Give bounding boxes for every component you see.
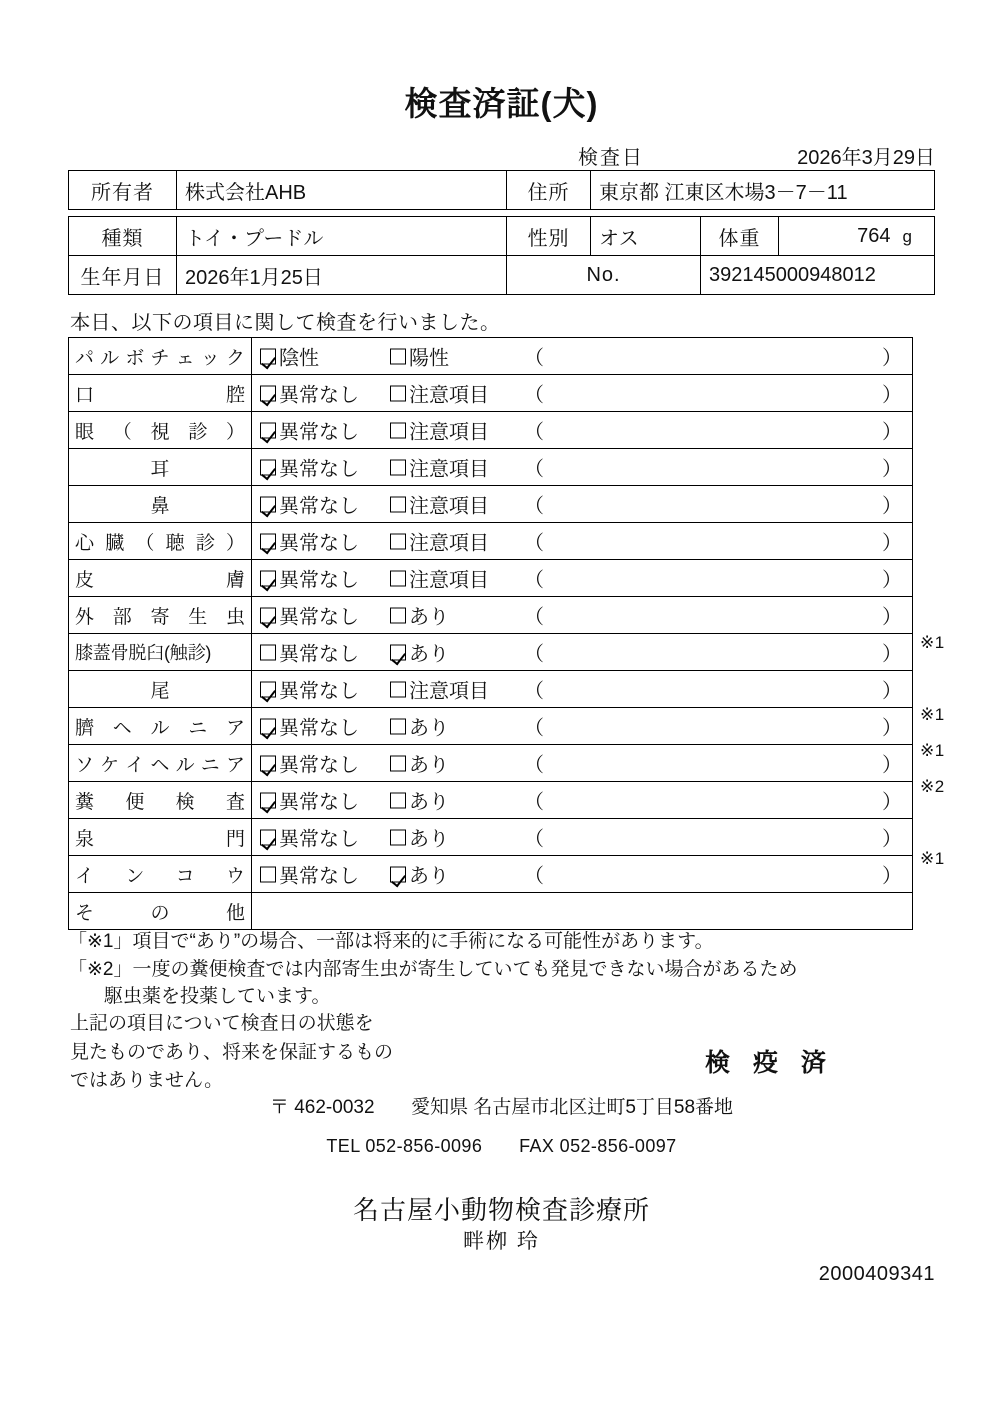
item-name-cell: [69, 745, 252, 782]
option-b-label: 注意項目: [409, 495, 489, 518]
item-name-cell: [69, 449, 252, 486]
birthdate-label: 生年月日: [69, 256, 177, 295]
weight-unit: g: [902, 226, 912, 246]
option-b-label: 注意項目: [409, 458, 489, 481]
option-a[interactable]: [260, 342, 319, 371]
remark-paren-close: ）: [882, 421, 902, 444]
animal-info-table: [68, 216, 935, 295]
checkbox-icon[interactable]: [390, 792, 406, 808]
owner-label: 所有者: [69, 171, 177, 210]
option-a-label: 異常なし: [279, 680, 359, 703]
item-name-cell: [69, 708, 252, 745]
disclaimer-line-2: 見たものであり、将来を保証するもの: [70, 1041, 394, 1063]
item-name-cell: [69, 486, 252, 523]
checkbox-icon[interactable]: [390, 496, 406, 512]
inspection-date-label: 検査日: [578, 147, 644, 169]
item-name-cell: [69, 671, 252, 708]
item-label: 眼 （ 視 診 ）: [75, 421, 245, 443]
option-b-label: 注意項目: [409, 569, 489, 592]
inspection-item-row: [69, 634, 913, 671]
note-marker: [920, 445, 980, 481]
item-options-cell: [252, 523, 913, 560]
option-b[interactable]: [390, 453, 489, 482]
clinic-name: 名古屋小動物検査診療所: [352, 1195, 650, 1225]
note-marker: ※1: [920, 633, 945, 652]
checkbox-icon[interactable]: [390, 570, 406, 586]
checkbox-icon[interactable]: [390, 607, 406, 623]
item-label: 鼻: [150, 495, 170, 517]
remark-paren-open: （: [524, 495, 544, 518]
item-options-cell: [252, 375, 913, 412]
other-value-cell[interactable]: [252, 893, 913, 930]
remark-paren-close: ）: [882, 828, 902, 851]
option-b[interactable]: [390, 675, 489, 704]
item-name-cell: [69, 634, 252, 671]
option-b-label: 陽性: [409, 347, 449, 370]
inspection-items-table: [68, 337, 913, 930]
remark-paren-close: ）: [882, 384, 902, 407]
option-a[interactable]: [260, 675, 359, 704]
other-label-cell: [69, 893, 252, 930]
item-options-cell: [252, 449, 913, 486]
note-marker: ※1: [920, 849, 945, 868]
option-a-label: 異常なし: [279, 754, 359, 777]
item-options-cell: [252, 745, 913, 782]
option-b[interactable]: [390, 379, 489, 408]
breed-value: トイ・プードル: [177, 217, 507, 256]
checkbox-icon[interactable]: [260, 422, 276, 438]
item-label: 尾: [150, 680, 170, 702]
inspection-item-row: [69, 412, 913, 449]
breed-label: 種類: [69, 217, 177, 256]
checkbox-icon[interactable]: [260, 570, 276, 586]
inspection-item-row: [69, 782, 913, 819]
checkbox-icon[interactable]: [260, 459, 276, 475]
remark-paren-open: （: [524, 643, 544, 666]
item-label: 口 腔: [75, 384, 245, 406]
item-name-cell: [69, 560, 252, 597]
option-b-label: あり: [409, 828, 449, 851]
item-label: 膝蓋骨脱臼(触診): [75, 643, 212, 663]
note-marker: [920, 481, 980, 517]
item-options-cell: [252, 597, 913, 634]
option-b-label: あり: [409, 865, 449, 888]
item-label: 心 臓 （ 聴 診 ）: [75, 532, 245, 554]
checkbox-icon[interactable]: [390, 459, 406, 475]
remark-paren-open: （: [524, 532, 544, 555]
note-marker: [920, 661, 980, 697]
option-a-label: 異常なし: [279, 421, 359, 444]
clinic-address-line: [0, 1092, 1003, 1119]
remark-paren-close: ）: [882, 532, 902, 555]
remark-paren-open: （: [524, 347, 544, 370]
option-b[interactable]: [390, 601, 449, 630]
note-marker: [920, 373, 980, 409]
option-b[interactable]: [390, 638, 449, 667]
address-label: 住所: [507, 171, 591, 210]
item-options-cell: [252, 634, 913, 671]
inspection-item-row: [69, 375, 913, 412]
checkbox-icon[interactable]: [390, 755, 406, 771]
option-b[interactable]: [390, 527, 489, 556]
footnotes: [68, 928, 948, 1011]
clinic-contact-line: [0, 1136, 1003, 1157]
remark-paren-close: ）: [882, 717, 902, 740]
option-a-label: 異常なし: [279, 643, 359, 666]
checkbox-icon[interactable]: [260, 607, 276, 623]
owner-row: [69, 171, 935, 210]
option-a[interactable]: [260, 527, 359, 556]
item-options-cell: [252, 412, 913, 449]
remark-paren-open: （: [524, 717, 544, 740]
remark-paren-open: （: [524, 791, 544, 814]
clinic-tel: TEL 052-856-0096: [326, 1136, 483, 1156]
serial-number: 2000409341: [818, 1263, 935, 1285]
option-b[interactable]: [390, 823, 449, 852]
item-options-cell: [252, 486, 913, 523]
disclaimer-text: [70, 1010, 490, 1096]
remark-paren-open: （: [524, 680, 544, 703]
item-options-cell: [252, 708, 913, 745]
checkbox-icon[interactable]: [260, 348, 276, 364]
option-b[interactable]: [390, 860, 449, 889]
checkbox-icon[interactable]: [260, 385, 276, 401]
item-name-cell: [69, 782, 252, 819]
item-name-cell: [69, 412, 252, 449]
remark-paren-close: ）: [882, 458, 902, 481]
sex-value: オス: [591, 217, 701, 256]
inspection-item-row: [69, 449, 913, 486]
option-b-label: あり: [409, 791, 449, 814]
item-options-cell: [252, 782, 913, 819]
remark-paren-open: （: [524, 828, 544, 851]
option-b[interactable]: [390, 786, 449, 815]
birth-no-row: [69, 256, 935, 295]
checkbox-icon[interactable]: [260, 644, 276, 660]
item-label: 糞 便 検 査: [75, 791, 245, 813]
option-b-label: あり: [409, 606, 449, 629]
option-a-label: 異常なし: [279, 791, 359, 814]
note-marker: [920, 337, 980, 373]
clinic-signer-name: 畔栁 玲: [463, 1230, 540, 1253]
item-label: 泉 門: [75, 828, 245, 850]
item-name-cell: [69, 338, 252, 375]
option-b-label: あり: [409, 643, 449, 666]
inspection-date-row: [68, 141, 935, 167]
page-title: 検査済証(犬): [404, 85, 599, 122]
inspection-item-row: [69, 745, 913, 782]
item-label: 外 部 寄 生 虫: [75, 606, 245, 628]
option-a-label: 陰性: [279, 347, 319, 370]
option-a-label: 異常なし: [279, 458, 359, 481]
item-label: 皮 膚: [75, 569, 245, 591]
option-a-label: 異常なし: [279, 828, 359, 851]
inspection-date-value: 2026年3月29日: [797, 147, 935, 169]
remark-paren-open: （: [524, 458, 544, 481]
option-b[interactable]: [390, 416, 489, 445]
note-marker: [920, 409, 980, 445]
remark-paren-open: （: [524, 569, 544, 592]
inspection-item-row: [69, 708, 913, 745]
checkbox-icon[interactable]: [260, 829, 276, 845]
owner-value: 株式会社AHB: [177, 171, 507, 210]
checkbox-icon[interactable]: [260, 533, 276, 549]
other-row: [69, 893, 913, 930]
disclaimer-line-1: 上記の項目について検査日の状態を: [70, 1013, 374, 1034]
remark-paren-close: ）: [882, 347, 902, 370]
breed-row: [69, 217, 935, 256]
option-a[interactable]: [260, 712, 359, 741]
postal-symbol-icon: 〒: [269, 1097, 289, 1118]
inspection-item-row: [69, 338, 913, 375]
registration-no-label: No.: [507, 256, 701, 295]
option-a-label: 異常なし: [279, 384, 359, 407]
inspection-item-row: [69, 597, 913, 634]
clinic-address: 愛知県 名古屋市北区辻町5丁目58番地: [411, 1097, 734, 1118]
inspection-items-section: [68, 337, 945, 930]
option-a[interactable]: [260, 379, 359, 408]
item-label: 臍 ヘ ル ニ ア: [75, 717, 245, 739]
owner-table: [68, 170, 935, 210]
option-a-label: 異常なし: [279, 865, 359, 888]
item-options-cell: [252, 671, 913, 708]
remark-paren-open: （: [524, 421, 544, 444]
option-a[interactable]: [260, 564, 359, 593]
option-b[interactable]: [390, 490, 489, 519]
option-a-label: 異常なし: [279, 532, 359, 555]
inspection-item-row: [69, 819, 913, 856]
option-b[interactable]: [390, 749, 449, 778]
checkbox-icon[interactable]: [390, 829, 406, 845]
item-label: パ ル ボ チ ェ ッ ク: [75, 347, 245, 369]
option-a[interactable]: [260, 601, 359, 630]
item-name-cell: [69, 597, 252, 634]
checkbox-icon[interactable]: [260, 718, 276, 734]
checkbox-icon[interactable]: [390, 866, 406, 882]
item-options-cell: [252, 819, 913, 856]
remark-paren-close: ）: [882, 754, 902, 777]
item-name-cell: [69, 856, 252, 893]
remark-paren-close: ）: [882, 569, 902, 592]
note-marker: ※1: [920, 741, 945, 760]
weight-value: 764: [857, 224, 891, 247]
option-a[interactable]: [260, 490, 359, 519]
inspection-item-row: [69, 486, 913, 523]
inspection-item-row: [69, 856, 913, 893]
option-b-label: 注意項目: [409, 680, 489, 703]
item-options-cell: [252, 338, 913, 375]
note-marker-column: [920, 337, 980, 877]
remark-paren-close: ）: [882, 865, 902, 888]
sex-label: 性別: [507, 217, 591, 256]
note-marker: [920, 805, 980, 841]
option-a-label: 異常なし: [279, 606, 359, 629]
option-a[interactable]: [260, 749, 359, 778]
note-marker: ※1: [920, 705, 945, 724]
quarantine-stamp: 検 疫 済: [705, 1049, 834, 1077]
item-options-cell: [252, 856, 913, 893]
option-b-label: あり: [409, 754, 449, 777]
option-a-label: 異常なし: [279, 717, 359, 740]
remark-paren-close: ）: [882, 680, 902, 703]
checkbox-icon[interactable]: [390, 348, 406, 364]
note-marker: [920, 589, 980, 625]
option-a[interactable]: [260, 416, 359, 445]
inspection-item-row: [69, 560, 913, 597]
option-b-label: 注意項目: [409, 421, 489, 444]
option-a[interactable]: [260, 453, 359, 482]
remark-paren-open: （: [524, 865, 544, 888]
checkbox-icon[interactable]: [390, 385, 406, 401]
checkbox-icon[interactable]: [390, 681, 406, 697]
item-name-cell: [69, 375, 252, 412]
remark-paren-close: ）: [882, 606, 902, 629]
note-marker: ※2: [920, 777, 945, 796]
note-marker: [920, 553, 980, 589]
address-value: 東京都 江東区木場3－7－11: [591, 171, 935, 210]
weight-label: 体重: [701, 217, 779, 256]
item-label: 耳: [150, 458, 170, 480]
option-a[interactable]: [260, 786, 359, 815]
birthdate-value: 2026年1月25日: [177, 256, 507, 295]
option-a-label: 異常なし: [279, 569, 359, 592]
remark-paren-close: ）: [882, 643, 902, 666]
option-b[interactable]: [390, 564, 489, 593]
item-options-cell: [252, 560, 913, 597]
lead-in-text: 本日、以下の項目に関して検査を行いました。: [70, 312, 501, 334]
clinic-fax: FAX 052-856-0097: [519, 1136, 677, 1156]
checkbox-icon[interactable]: [260, 866, 276, 882]
checkbox-icon[interactable]: [390, 422, 406, 438]
remark-paren-open: （: [524, 384, 544, 407]
item-name-cell: [69, 819, 252, 856]
footnote-2-line1: 「※2」一度の糞便検査では内部寄生虫が寄生していても発見できない場合があるため: [68, 958, 798, 980]
checkbox-icon[interactable]: [260, 496, 276, 512]
remark-paren-close: ）: [882, 791, 902, 814]
inspection-item-row: [69, 671, 913, 708]
note-marker: [920, 517, 980, 553]
checkbox-icon[interactable]: [260, 681, 276, 697]
remark-paren-close: ）: [882, 495, 902, 518]
item-label: イ ン コ ウ: [75, 865, 245, 887]
disclaimer-line-3: ではありません。: [70, 1070, 224, 1091]
checkbox-icon[interactable]: [390, 644, 406, 660]
remark-paren-open: （: [524, 606, 544, 629]
postal-code: 462-0032: [294, 1097, 375, 1118]
option-b-label: 注意項目: [409, 384, 489, 407]
option-a-label: 異常なし: [279, 495, 359, 518]
option-b[interactable]: [390, 712, 449, 741]
option-a[interactable]: [260, 823, 359, 852]
inspection-item-row: [69, 523, 913, 560]
checkbox-icon[interactable]: [260, 792, 276, 808]
item-name-cell: [69, 523, 252, 560]
weight-cell: [779, 217, 935, 256]
checkbox-icon[interactable]: [390, 533, 406, 549]
checkbox-icon[interactable]: [260, 755, 276, 771]
option-a[interactable]: [260, 638, 359, 667]
remark-paren-open: （: [524, 754, 544, 777]
footnote-2-line2: 駆虫薬を投薬しています。: [104, 986, 331, 1008]
item-label: そ の 他: [75, 902, 245, 924]
registration-no-value: 392145000948012: [701, 256, 935, 295]
option-b-label: あり: [409, 717, 449, 740]
footnote-1: 「※1」項目で“あり”の場合、一部は将来的に手術になる可能性があります。: [68, 931, 714, 952]
option-b-label: 注意項目: [409, 532, 489, 555]
option-a[interactable]: [260, 860, 359, 889]
option-b[interactable]: [390, 342, 449, 371]
item-label: ソ ケ イ ヘ ル ニ ア: [75, 754, 245, 776]
checkbox-icon[interactable]: [390, 718, 406, 734]
